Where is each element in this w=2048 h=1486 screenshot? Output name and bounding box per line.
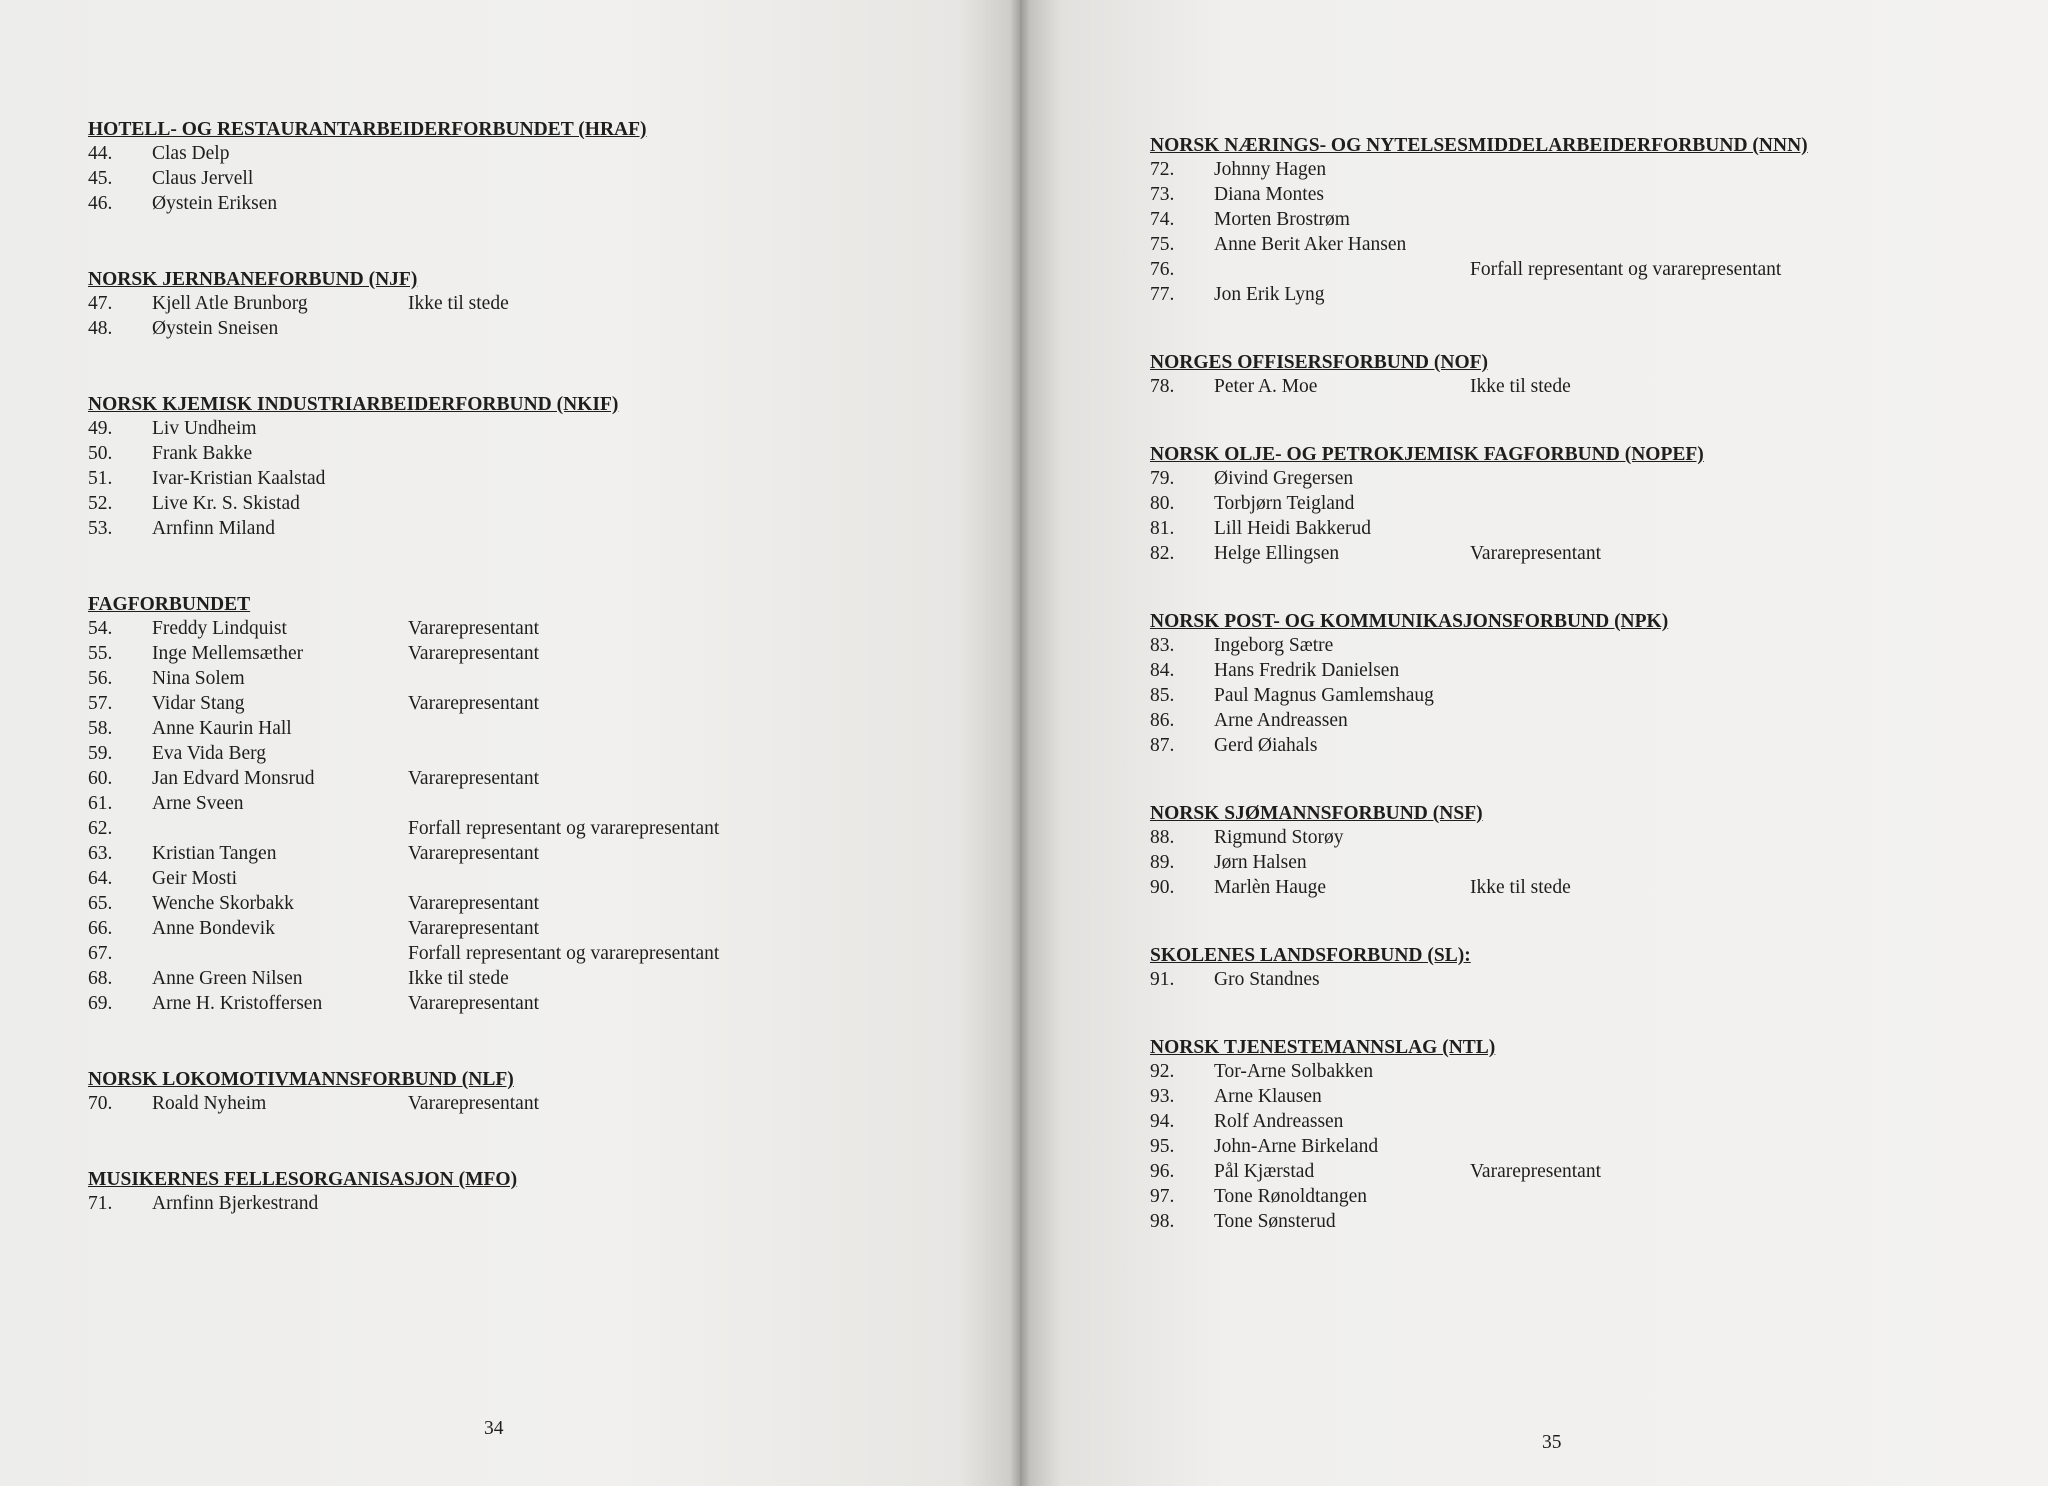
member-name: Øystein Eriksen — [152, 193, 278, 214]
member-number: 71. — [88, 1193, 113, 1214]
member-name: Pål Kjærstad — [1214, 1161, 1315, 1182]
member-row — [1150, 967, 2010, 992]
member-number: 68. — [88, 968, 113, 989]
page-number-left: 34 — [484, 1418, 504, 1439]
member-row — [88, 191, 988, 216]
member-number: 74. — [1150, 209, 1175, 230]
member-row — [1150, 541, 2010, 566]
section-spacer — [1150, 758, 2010, 802]
member-number: 54. — [88, 618, 113, 639]
member-row — [1150, 491, 2010, 516]
member-status-note: Vararepresentant — [1470, 543, 1602, 564]
section-spacer — [88, 216, 988, 268]
member-name: Jon Erik Lyng — [1214, 284, 1325, 305]
member-name: Kjell Atle Brunborg — [152, 293, 308, 314]
member-name: Jan Edvard Monsrud — [152, 768, 315, 789]
member-status-note: Ikke til stede — [1470, 877, 1571, 898]
member-row — [1150, 683, 2010, 708]
member-row — [88, 791, 988, 816]
member-status-note: Vararepresentant — [408, 993, 540, 1014]
member-row — [88, 741, 988, 766]
member-number: 45. — [88, 168, 113, 189]
member-row — [88, 816, 988, 841]
member-number: 86. — [1150, 710, 1175, 731]
member-name: Diana Montes — [1214, 184, 1324, 205]
member-number: 87. — [1150, 735, 1175, 756]
member-name: Vidar Stang — [152, 693, 245, 714]
member-row — [1150, 232, 2010, 257]
member-name: Live Kr. S. Skistad — [152, 493, 300, 514]
member-name: Hans Fredrik Danielsen — [1214, 660, 1400, 681]
member-section — [1150, 134, 2010, 307]
member-name: Ivar-Kristian Kaalstad — [152, 468, 326, 489]
member-name: Marlèn Hauge — [1214, 877, 1327, 898]
member-row — [88, 716, 988, 741]
member-number: 57. — [88, 693, 113, 714]
member-number: 92. — [1150, 1061, 1175, 1082]
member-section — [88, 1068, 988, 1116]
member-number: 75. — [1150, 234, 1175, 255]
member-number: 76. — [1150, 259, 1175, 280]
member-row — [88, 141, 988, 166]
member-row — [1150, 825, 2010, 850]
member-name: John-Arne Birkeland — [1214, 1136, 1379, 1157]
member-status-note: Vararepresentant — [408, 918, 540, 939]
member-name: Tone Rønoldtangen — [1214, 1186, 1367, 1207]
section-title: NORSK NÆRINGS- OG NYTELSESMIDDELARBEIDERFORBUND (NNN) — [1150, 135, 1808, 156]
member-name: Anne Bondevik — [152, 918, 275, 939]
member-row — [1150, 207, 2010, 232]
member-number: 77. — [1150, 284, 1175, 305]
member-number: 78. — [1150, 376, 1175, 397]
section-title: HOTELL- OG RESTAURANTARBEIDERFORBUNDET (HRAF) — [88, 119, 647, 140]
member-number: 48. — [88, 318, 113, 339]
member-status-note: Vararepresentant — [408, 1093, 540, 1114]
member-number: 66. — [88, 918, 113, 939]
member-status-note: Forfall representant og vararepresentant — [408, 818, 720, 839]
member-name: Anne Green Nilsen — [152, 968, 303, 989]
member-row — [1150, 1059, 2010, 1084]
member-number: 58. — [88, 718, 113, 739]
member-number: 44. — [88, 143, 113, 164]
section-title: SKOLENES LANDSFORBUND (SL): — [1150, 945, 1471, 966]
member-row — [88, 291, 988, 316]
member-status-note: Forfall representant og vararepresentant — [1470, 259, 1782, 280]
page-number-right: 35 — [1542, 1432, 1562, 1453]
member-name: Lill Heidi Bakkerud — [1214, 518, 1372, 539]
member-row — [88, 466, 988, 491]
member-number: 83. — [1150, 635, 1175, 656]
member-number: 97. — [1150, 1186, 1175, 1207]
member-row — [1150, 850, 2010, 875]
member-row — [1150, 182, 2010, 207]
member-name: Geir Mosti — [152, 868, 238, 889]
member-name: Eva Vida Berg — [152, 743, 267, 764]
right-page-column — [1150, 134, 2010, 1234]
member-row — [1150, 875, 2010, 900]
member-number: 80. — [1150, 493, 1175, 514]
section-title: NORSK OLJE- OG PETROKJEMISK FAGFORBUND (NOPEF) — [1150, 444, 1704, 465]
member-name: Liv Undheim — [152, 418, 257, 439]
member-row — [1150, 1084, 2010, 1109]
member-name: Tor-Arne Solbakken — [1214, 1061, 1374, 1082]
member-number: 69. — [88, 993, 113, 1014]
member-status-note: Vararepresentant — [408, 768, 540, 789]
member-name: Arnfinn Miland — [152, 518, 275, 539]
member-name: Frank Bakke — [152, 443, 253, 464]
member-name: Arne Andreassen — [1214, 710, 1348, 731]
member-number: 72. — [1150, 159, 1175, 180]
member-section — [88, 593, 988, 1016]
member-row — [1150, 1184, 2010, 1209]
member-row — [1150, 516, 2010, 541]
member-name: Peter A. Moe — [1214, 376, 1318, 397]
member-name: Tone Sønsterud — [1214, 1211, 1336, 1232]
left-page-column — [88, 118, 988, 1216]
member-section — [88, 1168, 988, 1216]
member-number: 70. — [88, 1093, 113, 1114]
section-title: MUSIKERNES FELLESORGANISASJON (MFO) — [88, 1169, 518, 1190]
member-name: Helge Ellingsen — [1214, 543, 1340, 564]
member-name: Claus Jervell — [152, 168, 254, 189]
member-row — [88, 616, 988, 641]
member-section — [1150, 443, 2010, 566]
member-name: Arne H. Kristoffersen — [152, 993, 323, 1014]
member-row — [88, 891, 988, 916]
section-title: NORSK TJENESTEMANNSLAG (NTL) — [1150, 1037, 1496, 1058]
section-title: NORSK JERNBANEFORBUND (NJF) — [88, 269, 418, 290]
section-spacer — [1150, 900, 2010, 944]
member-section — [88, 268, 988, 341]
member-number: 55. — [88, 643, 113, 664]
member-status-note: Vararepresentant — [1470, 1161, 1602, 1182]
section-spacer — [88, 541, 988, 593]
member-status-note: Forfall representant og vararepresentant — [408, 943, 720, 964]
member-number: 62. — [88, 818, 113, 839]
member-status-note: Vararepresentant — [408, 843, 540, 864]
member-row — [88, 166, 988, 191]
section-spacer — [1150, 399, 2010, 443]
member-number: 51. — [88, 468, 113, 489]
section-title: FAGFORBUNDET — [88, 594, 251, 615]
member-section — [1150, 944, 2010, 992]
member-number: 81. — [1150, 518, 1175, 539]
section-spacer — [1150, 992, 2010, 1036]
member-number: 91. — [1150, 969, 1175, 990]
member-row — [1150, 733, 2010, 758]
member-name: Rolf Andreassen — [1214, 1111, 1344, 1132]
member-name: Clas Delp — [152, 143, 230, 164]
member-number: 60. — [88, 768, 113, 789]
member-section — [88, 393, 988, 541]
member-number: 94. — [1150, 1111, 1175, 1132]
member-row — [88, 866, 988, 891]
member-row — [88, 966, 988, 991]
member-name: Wenche Skorbakk — [152, 893, 294, 914]
member-number: 85. — [1150, 685, 1175, 706]
member-name: Johnny Hagen — [1214, 159, 1327, 180]
member-section — [88, 118, 988, 216]
member-section — [1150, 610, 2010, 758]
member-row — [88, 1191, 988, 1216]
member-number: 52. — [88, 493, 113, 514]
member-row — [88, 941, 988, 966]
member-number: 67. — [88, 943, 113, 964]
member-row — [1150, 374, 2010, 399]
member-row — [1150, 633, 2010, 658]
member-row — [1150, 708, 2010, 733]
member-row — [88, 766, 988, 791]
member-number: 50. — [88, 443, 113, 464]
section-spacer — [1150, 307, 2010, 351]
section-title: NORGES OFFISERSFORBUND (NOF) — [1150, 352, 1489, 373]
member-number: 56. — [88, 668, 113, 689]
member-name: Rigmund Storøy — [1214, 827, 1344, 848]
member-name: Gro Standnes — [1214, 969, 1320, 990]
section-spacer — [88, 341, 988, 393]
member-row — [88, 491, 988, 516]
member-number: 84. — [1150, 660, 1175, 681]
section-title: NORSK SJØMANNSFORBUND (NSF) — [1150, 803, 1483, 824]
member-number: 95. — [1150, 1136, 1175, 1157]
member-name: Gerd Øiahals — [1214, 735, 1318, 756]
member-number: 65. — [88, 893, 113, 914]
member-name: Jørn Halsen — [1214, 852, 1307, 873]
member-status-note: Vararepresentant — [408, 693, 540, 714]
member-row — [88, 516, 988, 541]
member-number: 98. — [1150, 1211, 1175, 1232]
member-number: 63. — [88, 843, 113, 864]
section-title: NORSK KJEMISK INDUSTRIARBEIDERFORBUND (NKIF) — [88, 394, 619, 415]
member-row — [1150, 1209, 2010, 1234]
member-name: Arne Sveen — [152, 793, 244, 814]
member-row — [1150, 1159, 2010, 1184]
member-row — [1150, 157, 2010, 182]
member-name: Morten Brostrøm — [1214, 209, 1350, 230]
member-name: Inge Mellemsæther — [152, 643, 304, 664]
member-name: Paul Magnus Gamlemshaug — [1214, 685, 1434, 706]
member-row — [88, 316, 988, 341]
member-row — [1150, 257, 2010, 282]
member-row — [88, 441, 988, 466]
member-section — [1150, 802, 2010, 900]
section-spacer — [88, 1016, 988, 1068]
member-number: 93. — [1150, 1086, 1175, 1107]
member-number: 79. — [1150, 468, 1175, 489]
member-row — [1150, 466, 2010, 491]
member-name: Arne Klausen — [1214, 1086, 1322, 1107]
member-row — [88, 1091, 988, 1116]
member-row — [88, 841, 988, 866]
member-number: 96. — [1150, 1161, 1175, 1182]
member-status-note: Ikke til stede — [408, 968, 509, 989]
left-page — [0, 0, 1020, 1486]
member-number: 89. — [1150, 852, 1175, 873]
member-number: 64. — [88, 868, 113, 889]
member-row — [88, 991, 988, 1016]
section-spacer — [1150, 566, 2010, 610]
member-name: Nina Solem — [152, 668, 245, 689]
member-number: 49. — [88, 418, 113, 439]
member-row — [88, 691, 988, 716]
member-number: 47. — [88, 293, 113, 314]
member-number: 46. — [88, 193, 113, 214]
member-name: Anne Kaurin Hall — [152, 718, 292, 739]
member-row — [88, 916, 988, 941]
member-number: 82. — [1150, 543, 1175, 564]
member-number: 90. — [1150, 877, 1175, 898]
member-status-note: Vararepresentant — [408, 893, 540, 914]
member-row — [1150, 1134, 2010, 1159]
member-number: 53. — [88, 518, 113, 539]
member-name: Torbjørn Teigland — [1214, 493, 1355, 514]
member-row — [88, 666, 988, 691]
member-number: 61. — [88, 793, 113, 814]
member-status-note: Ikke til stede — [1470, 376, 1571, 397]
section-spacer — [88, 1116, 988, 1168]
member-row — [88, 416, 988, 441]
member-row — [1150, 1109, 2010, 1134]
member-row — [88, 641, 988, 666]
member-name: Ingeborg Sætre — [1214, 635, 1334, 656]
section-title: NORSK POST- OG KOMMUNIKASJONSFORBUND (NPK) — [1150, 611, 1669, 632]
member-section — [1150, 351, 2010, 399]
member-number: 88. — [1150, 827, 1175, 848]
member-section — [1150, 1036, 2010, 1234]
member-status-note: Ikke til stede — [408, 293, 509, 314]
member-row — [1150, 658, 2010, 683]
member-status-note: Vararepresentant — [408, 618, 540, 639]
member-name: Arnfinn Bjerkestrand — [152, 1193, 319, 1214]
section-title: NORSK LOKOMOTIVMANNSFORBUND (NLF) — [88, 1069, 514, 1090]
member-status-note: Vararepresentant — [408, 643, 540, 664]
member-name: Kristian Tangen — [152, 843, 277, 864]
member-name: Øystein Sneisen — [152, 318, 279, 339]
book-spine — [1010, 0, 1030, 1486]
member-number: 59. — [88, 743, 113, 764]
member-name: Freddy Lindquist — [152, 618, 287, 639]
member-name: Roald Nyheim — [152, 1093, 267, 1114]
member-name: Anne Berit Aker Hansen — [1214, 234, 1407, 255]
member-name: Øivind Gregersen — [1214, 468, 1354, 489]
member-number: 73. — [1150, 184, 1175, 205]
member-row — [1150, 282, 2010, 307]
